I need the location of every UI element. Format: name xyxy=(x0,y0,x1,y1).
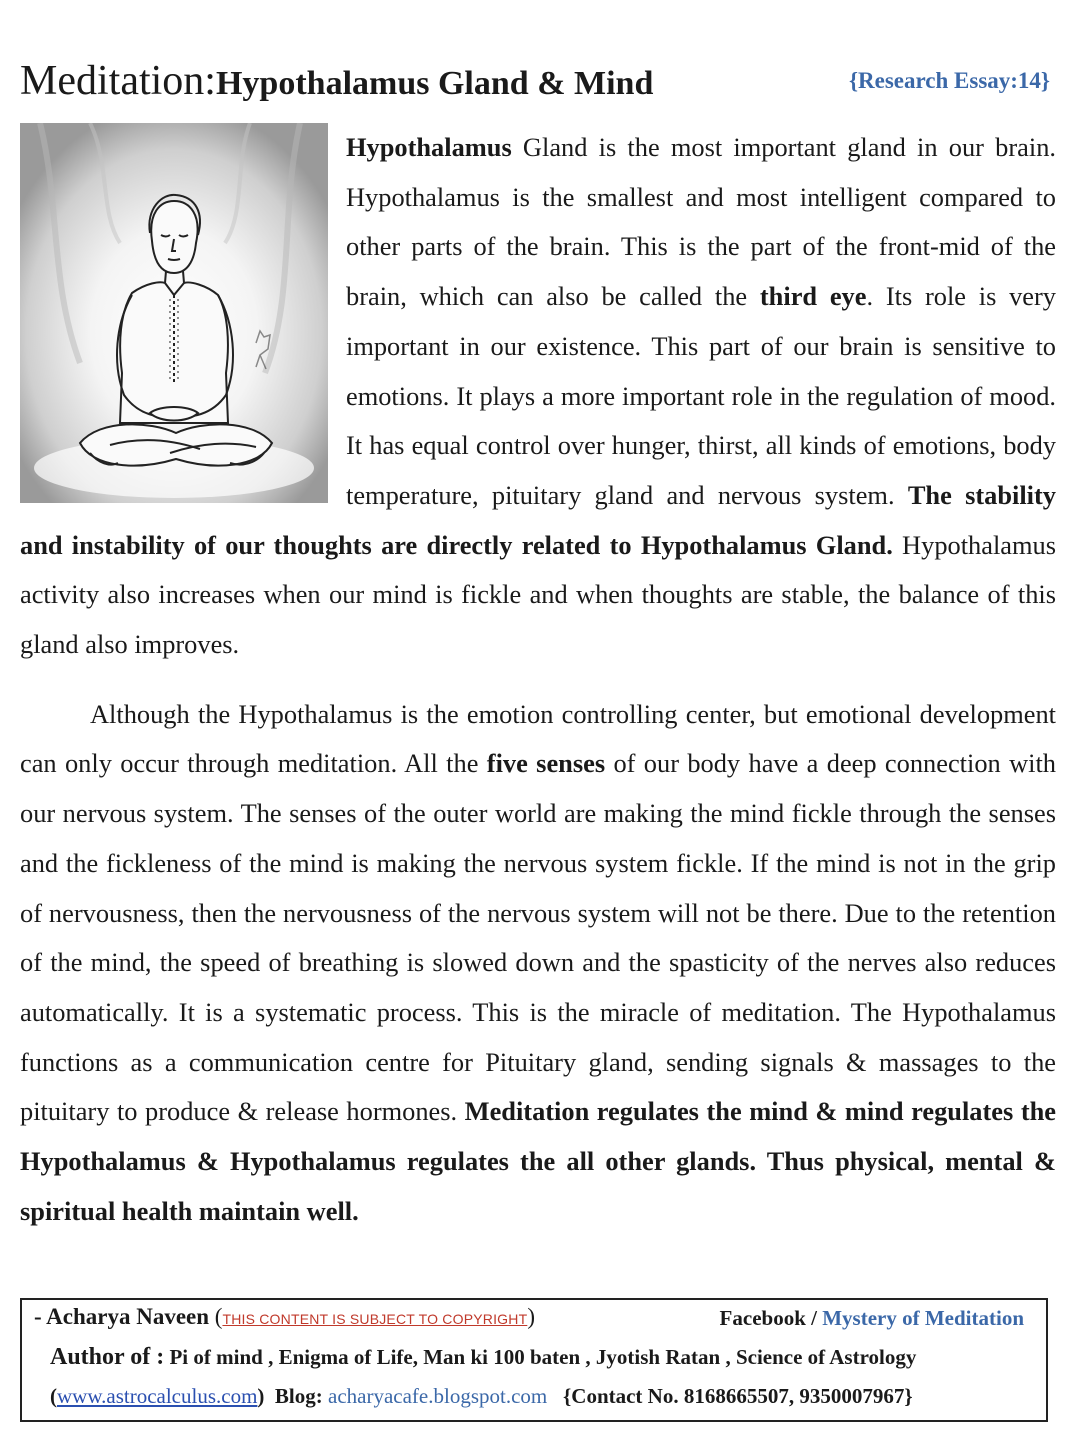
header xyxy=(20,56,1060,106)
copyright-link[interactable]: THIS CONTENT IS SUBJECT TO COPYRIGHT xyxy=(222,1311,528,1327)
paragraph-1-text-a: Gland is the most important gland in our brain. Hypothalamus is the smallest and most intelligent compared to other parts of the brain. This is the part of the front-mid of the brain, which can also be called the xyxy=(346,132,1056,312)
image-float-spacer xyxy=(20,123,346,515)
paren-open: ( xyxy=(214,1304,223,1329)
facebook-line xyxy=(720,1306,1024,1331)
paragraph-2 xyxy=(20,690,1056,1237)
author-footer-box xyxy=(20,1298,1048,1422)
title-prefix: Meditation: xyxy=(20,58,216,104)
website-link[interactable]: www.astrocalculus.com xyxy=(57,1384,258,1408)
website-paren-open: ( xyxy=(50,1384,57,1408)
paragraph-2-text-b: of our body have a deep connection with our nervous system. The senses of the outer world are making the mind fickle through the senses and the fickleness of the mind is making the nervous system fickle. If the mind is not in the grip of nervousness, then the nervousness of the nervous system will not be there. Due to the retention of the mind, the speed of breathing is slowed down and the spasticity of the nerves also reduces automatically. It is a systematic process. This is the miracle of meditation. The Hypothalamus functions as a communication centre for Pituitary gland, sending signals & massages to the pituitary to produce & release hormones. xyxy=(20,748,1056,1127)
author-name: - Acharya Naveen xyxy=(34,1304,210,1329)
paragraph-1-text-c: Hypothalamus activity also increases when our mind is fickle and when thoughts are stable, the balance of this gland also improves. xyxy=(20,529,1056,660)
contact-line xyxy=(50,1384,913,1409)
books-line xyxy=(50,1344,916,1371)
author-line xyxy=(34,1304,535,1330)
emphasis-five-senses: five senses xyxy=(486,748,606,779)
facebook-page-link[interactable]: Mystery of Meditation xyxy=(822,1306,1024,1330)
title-rest: Hypothalamus Gland & Mind xyxy=(215,65,654,102)
lead-term: Hypothalamus xyxy=(346,132,512,162)
page-title xyxy=(20,56,653,109)
paragraph-1-text-b: . Its role is very important in our existence. This part of our brain is sensitive to emotions. It plays a more important role in the regulation of mood. It has equal control over hunger, thirst, all kinds of emotions, body temperature, pituitary gland and nervous system. xyxy=(346,281,1056,510)
paren-close: ) xyxy=(527,1304,535,1329)
facebook-label: Facebook / xyxy=(719,1306,817,1330)
blog-label: Blog: xyxy=(274,1384,323,1408)
emphasis-stability: The stability and instability of our thoughts are directly related to Hypothalamus Gland. xyxy=(20,479,1056,560)
author-of-label: Author of : xyxy=(50,1344,165,1370)
essay-tag: {Research Essay:14} xyxy=(848,68,1050,93)
essay-body xyxy=(20,123,1056,1236)
website-paren-close: ) xyxy=(257,1384,265,1408)
paragraph-2-text-a: Although the Hypothalamus is the emotion controlling center, but emotional development can only occur through meditation. All the xyxy=(20,698,1056,779)
emphasis-conclusion: Meditation regulates the mind & mind regulates the Hypothalamus & Hypothalamus regulates the all other glands. Thus physical, mental & spiritual health maintain well. xyxy=(20,1096,1056,1226)
blog-link[interactable]: acharyacafe.blogspot.com xyxy=(328,1384,548,1408)
books-list: Pi of mind , Enigma of Life, Man ki 100 baten , Jyotish Ratan , Science of Astrology xyxy=(169,1345,917,1369)
contact-numbers: {Contact No. 8168665507, 9350007967} xyxy=(563,1384,913,1408)
emphasis-third-eye: third eye xyxy=(759,281,867,312)
